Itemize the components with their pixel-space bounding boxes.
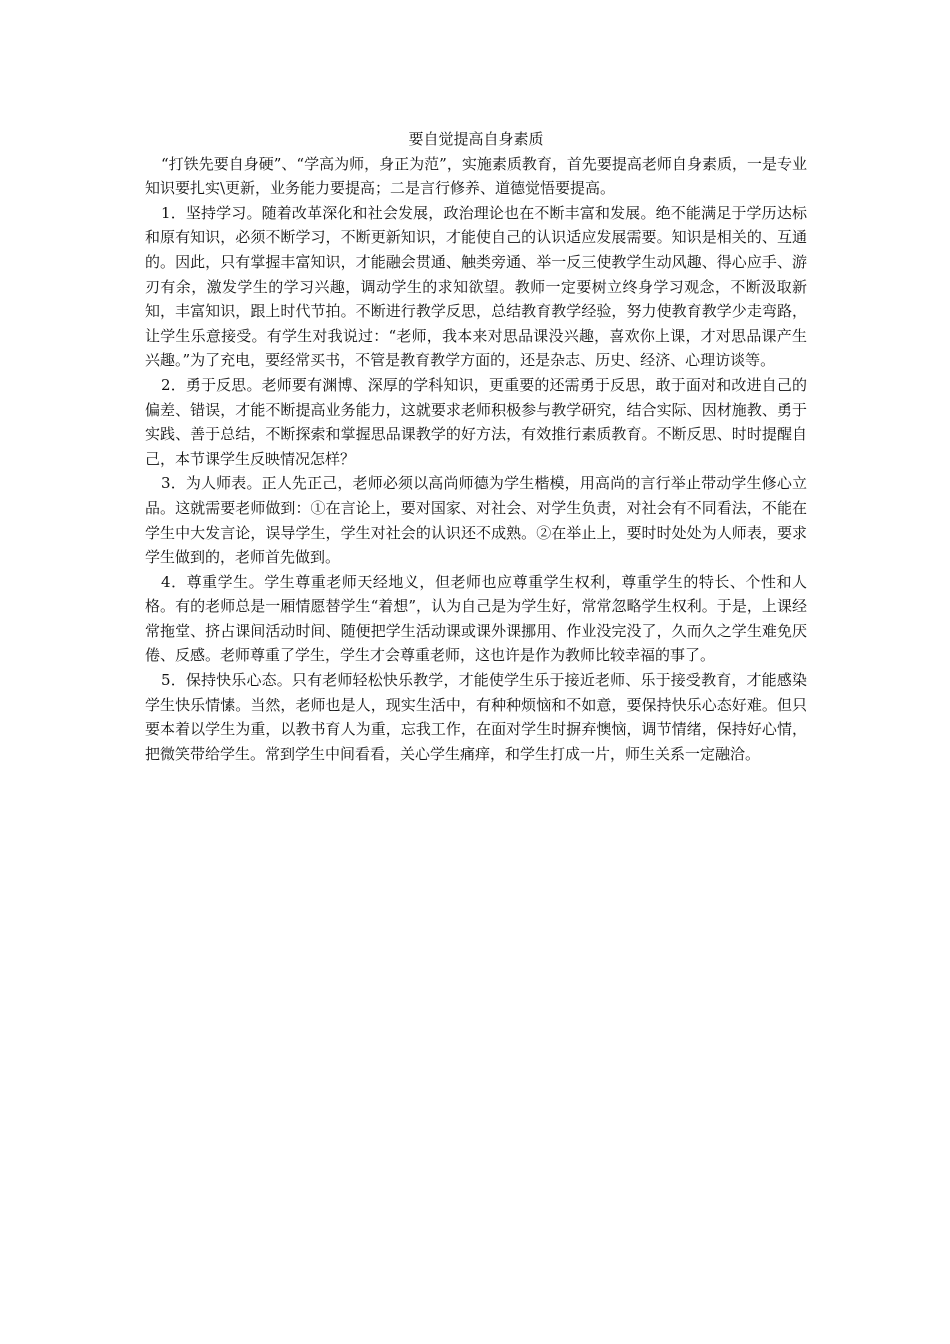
paragraph-4-respect-students: 4．尊重学生。学生尊重老师天经地义，但老师也应尊重学生权利，尊重学生的特长、个性和人格。有的老师总是一厢情愿替学生“着想”，认为自己是为学生好，常常忽略学生权利。于是，上课经常拖堂、挤占课间活动时间、随便把学生活动课或课外课挪用、作业没完没了，久而久之学生难免厌倦、反感。老师尊重了学生，学生才会尊重老师，这也许是作为教师比较幸福的事了。 [145, 572, 807, 665]
paragraph-intro: “打铁先要自身硬”、“学高为师，身正为范”，实施素质教育，首先要提高老师自身素质，一是专业知识要扎实\更新，业务能力要提高；二是言行修养、道德觉悟要提高。 [145, 154, 807, 198]
paragraph-1-keep-learning: 1．坚持学习。随着改革深化和社会发展，政治理论也在不断丰富和发展。绝不能满足于学历达标和原有知识，必须不断学习，不断更新知识，才能使自己的认识适应发展需要。知识是相关的、互通的。因此，只有掌握丰富知识，才能融会贯通、触类旁通、举一反三使教学生动风趣、得心应手、游刃有余，激发学生的学习兴趣，调动学生的求知欲望。教师一定要树立终身学习观念，不断汲取新知，丰富知识，跟上时代节拍。不断进行教学反思，总结教育教学经验，努力使教育教学少走弯路，让学生乐意接受。有学生对我说过：“老师，我本来对思品课没兴趣，喜欢你上课，才对思品课产生兴趣。”为了充电，要经常买书，不管是教育教学方面的，还是杂志、历史、经济、心理访谈等。 [145, 203, 807, 370]
paragraph-3-role-model: 3．为人师表。正人先正己，老师必须以高尚师德为学生楷模，用高尚的言行举止带动学生修心立品。这就需要老师做到：①在言论上，要对国家、对社会、对学生负责，对社会有不同看法，不能在学生中大发言论，误导学生，学生对社会的认识还不成熟。②在举止上，要时时处处为人师表，要求学生做到的，老师首先做到。 [145, 474, 807, 567]
document-body [145, 127, 807, 766]
paragraph-5-happy-mindset: 5．保持快乐心态。只有老师轻松快乐教学，才能使学生乐于接近老师、乐于接受教育，才能感染学生快乐情愫。当然，老师也是人，现实生活中，有种种烦恼和不如意，要保持快乐心态好难。但只要本着以学生为重，以教书育人为重，忘我工作，在面对学生时摒弃懊恼，调节情绪，保持好心情，把微笑带给学生。常到学生中间看看，关心学生痛痒，和学生打成一片，师生关系一定融洽。 [145, 671, 807, 763]
document-title: 要自觉提高自身素质 [408, 130, 544, 148]
paragraph-2-reflection: 2．勇于反思。老师要有渊博、深厚的学科知识，更重要的还需勇于反思，敢于面对和改进自己的偏差、错误，才能不断提高业务能力，这就要求老师积极参与教学研究，结合实际、因材施教、勇于实践、善于总结，不断探索和掌握思品课教学的好方法，有效推行素质教育。不断反思、时时提醒自己，本节课学生反映情况怎样？ [145, 375, 807, 468]
